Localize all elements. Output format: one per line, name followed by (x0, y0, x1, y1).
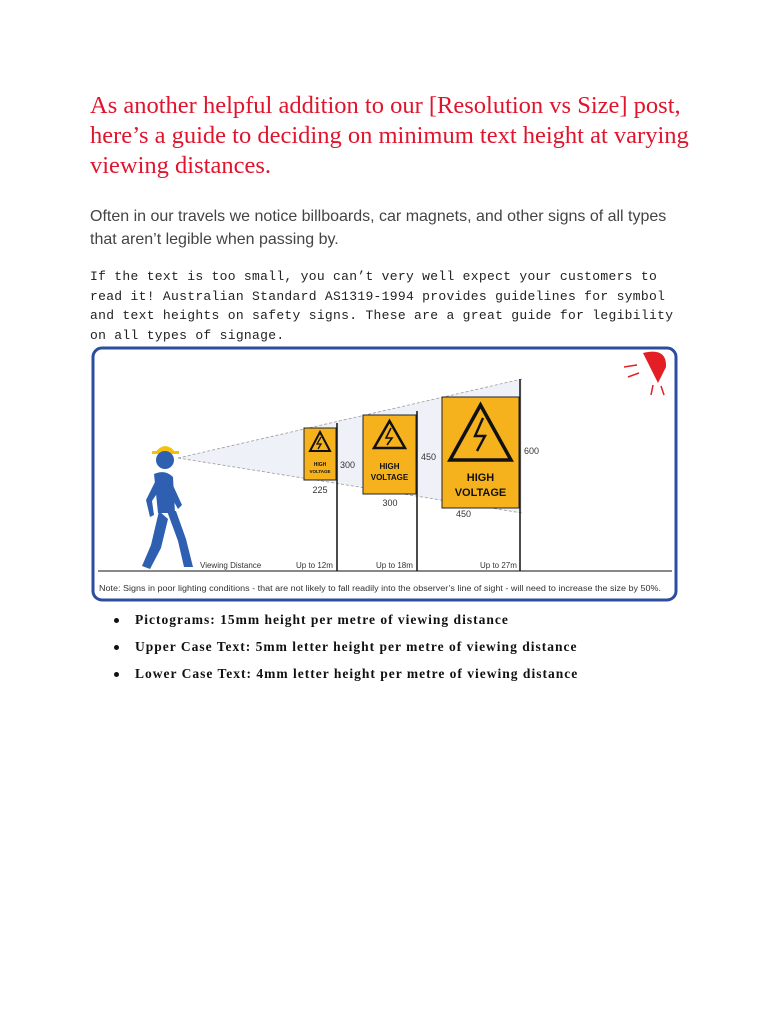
list-item-pictograms (110, 610, 730, 637)
distance-label-18m: Up to 18m (376, 561, 413, 570)
sign-medium (363, 415, 416, 494)
sign-large-line1: HIGH (466, 472, 495, 484)
viewing-distance-label: Viewing Distance (200, 561, 262, 570)
sign-small-line1: HIGH (313, 462, 327, 468)
distance-label-27m: Up to 27m (480, 561, 517, 570)
diagram-svg (90, 345, 680, 605)
list-item-upper-case (110, 637, 730, 664)
sign-medium-line2: VOLTAGE (370, 473, 409, 482)
bullet-dot (114, 672, 119, 677)
sign-small (304, 428, 336, 480)
list-item-text: Upper Case Text: 5mm letter height per metre of viewing distance (135, 639, 578, 654)
sign-medium-height-label: 450 (421, 452, 437, 462)
sign-small-width-label: 225 (312, 485, 328, 495)
sign-medium-width-label: 300 (382, 498, 398, 508)
body-paragraph: If the text is too small, you can’t very well expect your customers to read it! Australian Standard AS1319-1994 provides guidelines for symbol and text heights on safety signs. These are a great guide for legibility on all types of signage. (90, 269, 674, 343)
sign-large-width-label: 450 (456, 509, 472, 519)
sign-large (442, 397, 519, 508)
intro-paragraph: Often in our travels we notice billboards, car magnets, and other signs of all types that aren’t legible when passing by. (90, 208, 667, 248)
guideline-list (110, 610, 730, 691)
headline: As another helpful addition to our [Resolution vs Size] post, here’s a guide to deciding on minimum text height at varying viewing distances. (90, 92, 689, 179)
sign-medium-line1: HIGH (379, 462, 400, 471)
distance-label-12m: Up to 12m (296, 561, 333, 570)
list-item-text: Pictograms: 15mm height per metre of viewing distance (135, 612, 509, 627)
diagram-note: Note: Signs in poor lighting conditions - that are not likely to fall readily into the observer’s line of sight - will need to increase the size by 50%. (99, 584, 661, 593)
list-item-text: Lower Case Text: 4mm letter height per metre of viewing distance (135, 666, 579, 681)
list-item-lower-case (110, 664, 730, 691)
sign-large-height-label: 600 (524, 446, 540, 456)
viewing-distance-diagram (90, 345, 680, 605)
sign-small-height-label: 300 (340, 460, 356, 470)
sign-small-line2: VOLTAGE (309, 469, 331, 474)
bullet-dot (114, 618, 119, 623)
bullet-dot (114, 645, 119, 650)
sign-large-line2: VOLTAGE (454, 487, 507, 499)
